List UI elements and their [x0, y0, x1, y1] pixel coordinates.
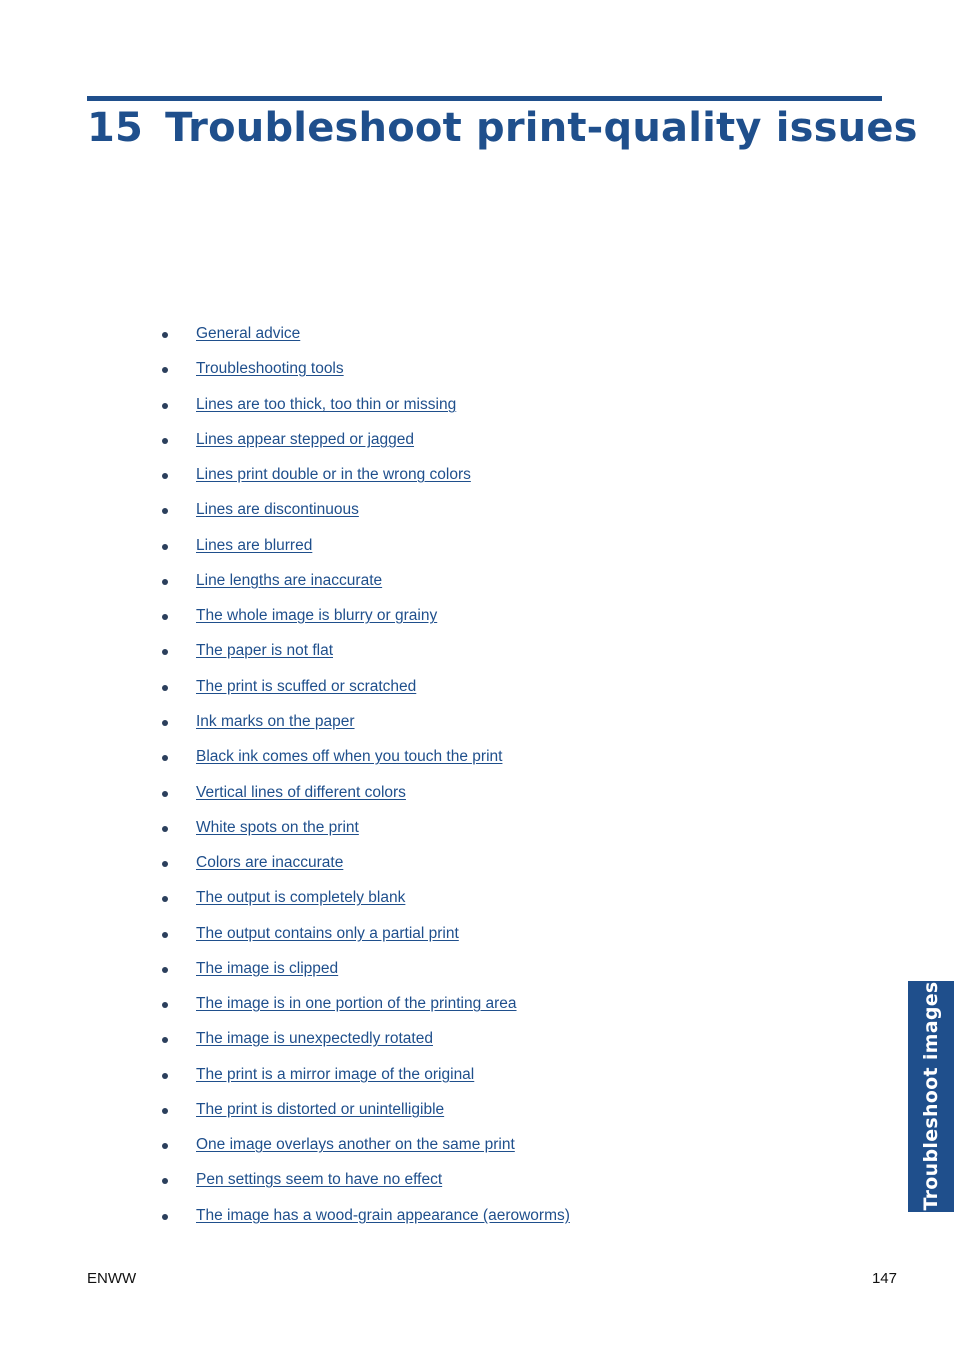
bullet-icon: [162, 826, 168, 832]
bullet-icon: [162, 1002, 168, 1008]
bullet-icon: [162, 861, 168, 867]
bullet-icon: [162, 967, 168, 973]
topic-link[interactable]: Pen settings seem to have no effect: [196, 1171, 443, 1188]
bullet-icon: [162, 403, 168, 409]
bullet-icon: [162, 473, 168, 479]
bullet-icon: [162, 896, 168, 902]
topic-link[interactable]: The whole image is blurry or grainy: [196, 607, 438, 624]
topic-link[interactable]: Lines print double or in the wrong colors: [196, 466, 471, 483]
topic-link[interactable]: The image has a wood-grain appearance (aeroworms): [196, 1207, 570, 1224]
topic-link[interactable]: The image is in one portion of the printing area: [196, 995, 517, 1012]
bullet-icon: [162, 1037, 168, 1043]
bullet-icon: [162, 1178, 168, 1184]
side-tab-label: Troubleshoot images: [920, 981, 942, 1211]
topic-link[interactable]: White spots on the print: [196, 819, 359, 836]
bullet-icon: [162, 544, 168, 550]
bullet-icon: [162, 438, 168, 444]
topic-link[interactable]: The print is a mirror image of the original: [196, 1066, 475, 1083]
chapter-title-text: Troubleshoot print-quality issues: [165, 105, 918, 151]
bullet-icon: [162, 614, 168, 620]
topic-link[interactable]: Lines are too thick, too thin or missing: [196, 396, 457, 413]
bullet-icon: [162, 508, 168, 514]
topic-link[interactable]: Line lengths are inaccurate: [196, 572, 383, 589]
topic-link[interactable]: The paper is not flat: [196, 642, 333, 659]
topic-link[interactable]: Black ink comes off when you touch the print: [196, 748, 503, 765]
bullet-icon: [162, 791, 168, 797]
topic-link[interactable]: Vertical lines of different colors: [196, 784, 406, 801]
topic-link[interactable]: General advice: [196, 325, 301, 342]
chapter-number: 15: [87, 105, 144, 151]
topic-link[interactable]: Lines appear stepped or jagged: [196, 431, 415, 448]
topic-link[interactable]: The output is completely blank: [196, 889, 406, 906]
bullet-icon: [162, 367, 168, 373]
topic-link[interactable]: The print is distorted or unintelligible: [196, 1101, 445, 1118]
topic-link[interactable]: The image is clipped: [196, 960, 339, 977]
bullet-icon: [162, 685, 168, 691]
bullet-icon: [162, 720, 168, 726]
bullet-icon: [162, 332, 168, 338]
bullet-icon: [162, 579, 168, 585]
topic-link[interactable]: The output contains only a partial print: [196, 925, 459, 942]
bullet-icon: [162, 932, 168, 938]
section-side-tab: [908, 981, 954, 1212]
topic-link[interactable]: Ink marks on the paper: [196, 713, 355, 730]
chapter-title: [87, 103, 918, 153]
bullet-icon: [162, 1108, 168, 1114]
topic-link[interactable]: Lines are discontinuous: [196, 501, 359, 518]
bullet-icon: [162, 1073, 168, 1079]
bullet-icon: [162, 649, 168, 655]
bullet-icon: [162, 1143, 168, 1149]
topic-link[interactable]: One image overlays another on the same print: [196, 1136, 515, 1153]
topic-link[interactable]: Colors are inaccurate: [196, 854, 344, 871]
page-number: 147: [871, 1270, 897, 1287]
bullet-icon: [162, 755, 168, 761]
topic-link[interactable]: Troubleshooting tools: [196, 360, 344, 377]
topic-link[interactable]: Lines are blurred: [196, 537, 313, 554]
topic-link[interactable]: The print is scuffed or scratched: [196, 678, 417, 695]
header-rule: [87, 96, 882, 101]
footer-left-text: ENWW: [87, 1270, 137, 1287]
topic-link[interactable]: The image is unexpectedly rotated: [196, 1030, 433, 1047]
bullet-icon: [162, 1214, 168, 1220]
